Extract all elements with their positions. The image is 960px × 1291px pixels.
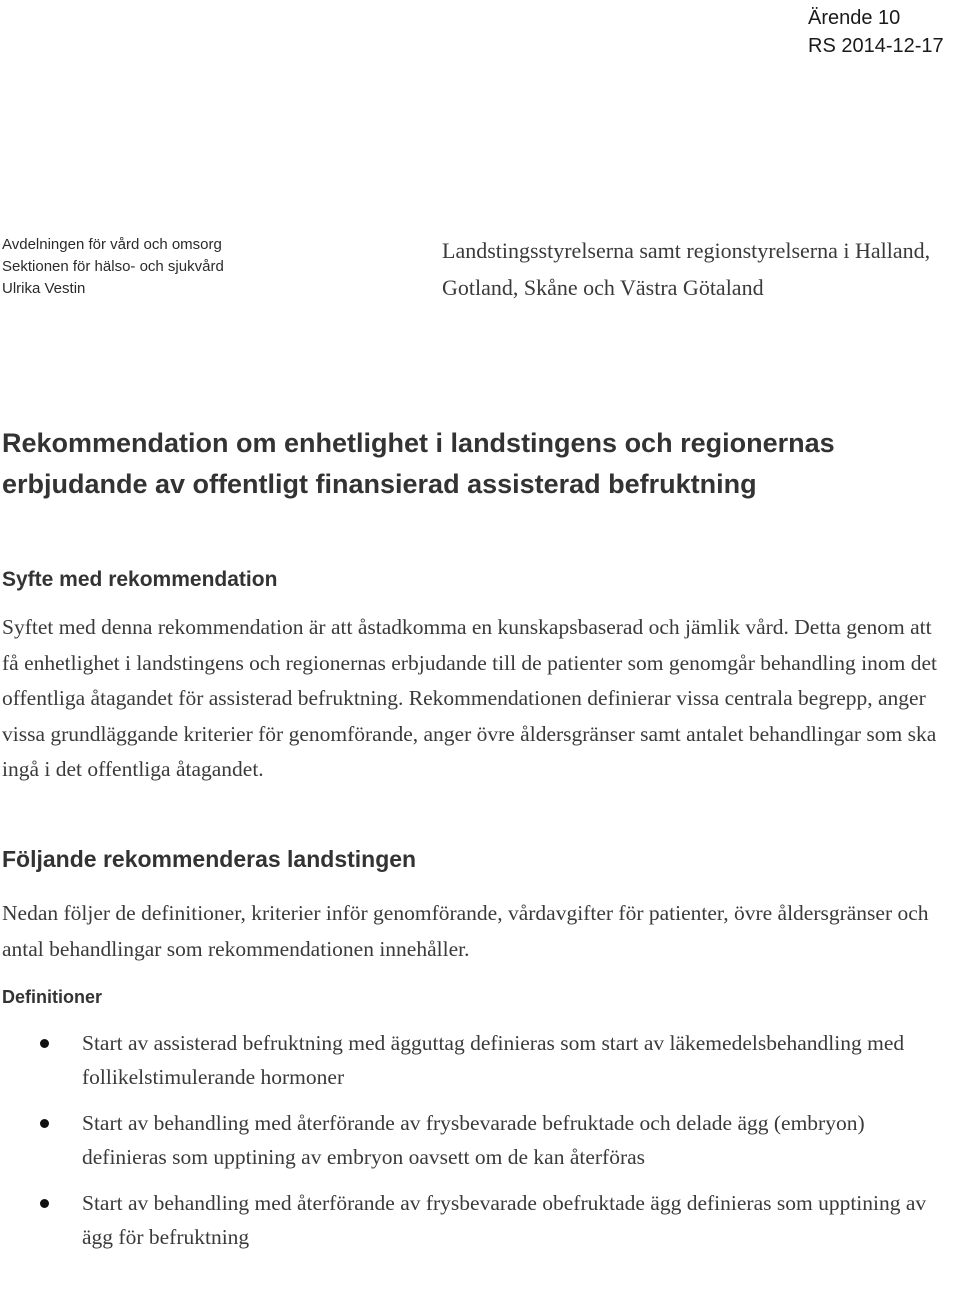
- sender-department: Avdelningen för vård och omsorg: [2, 236, 222, 253]
- recommended-paragraph: Nedan följer de definitioner, kriterier inför genomförande, vårdavgifter för patienter, övre åldersgränser och antal behandlingar som rekommendationen innehåller.: [2, 901, 929, 961]
- sender-section: Sektionen för hälso- och sjukvård: [2, 258, 224, 275]
- definition-text: Start av behandling med återförande av frysbevarade obefruktade ägg definieras som upptining av ägg för befruktning: [82, 1191, 927, 1249]
- list-item: [0, 1186, 950, 1254]
- document-reference: [808, 4, 944, 60]
- list-item: [0, 1106, 950, 1174]
- definition-text: Start av behandling med återförande av frysbevarade befruktade och delade ägg (embryon) definieras som upptining av embryon oavsett om de kan återföras: [82, 1111, 865, 1169]
- recipient-block: Landstingsstyrelserna samt regionstyrelserna i Halland, Gotland, Skåne och Västra Götaland: [442, 238, 931, 300]
- definitions-list: [0, 1026, 950, 1266]
- recommended-heading: Följande rekommenderas landstingen: [2, 846, 417, 872]
- purpose-paragraph: Syftet med denna rekommendation är att åstadkomma en kunskapsbaserad och jämlik vård. Detta genom att få enhetlighet i landstingens och regionernas erbjudande till de patienter som genomgår behandling inom det offentliga åtagandet för assisterad befruktning. Rekommendationen definierar vissa centrala begrepp, anger vissa grundläggande kriterier för genomförande, anger övre åldersgränser samt antalet behandlingar som ska ingå i det offentliga åtagandet.: [2, 615, 937, 781]
- bullet-icon: [40, 1119, 49, 1128]
- document-title: Rekommendation om enhetlighet i landstingens och regionernas erbjudande av offentligt finansierad assisterad befruktning: [2, 428, 835, 499]
- definitions-heading: Definitioner: [2, 987, 103, 1007]
- bullet-icon: [40, 1039, 49, 1048]
- list-item: [0, 1026, 950, 1094]
- bullet-icon: [40, 1199, 49, 1208]
- sender-name: Ulrika Vestin: [2, 280, 86, 297]
- definition-text: Start av assisterad befruktning med ägguttag definieras som start av läkemedelsbehandling med follikelstimulerande hormoner: [82, 1031, 905, 1089]
- case-number: Ärende 10: [808, 7, 901, 29]
- sender-block: [2, 234, 224, 300]
- purpose-heading: Syfte med rekommendation: [2, 568, 278, 591]
- board-date: RS 2014-12-17: [808, 35, 944, 57]
